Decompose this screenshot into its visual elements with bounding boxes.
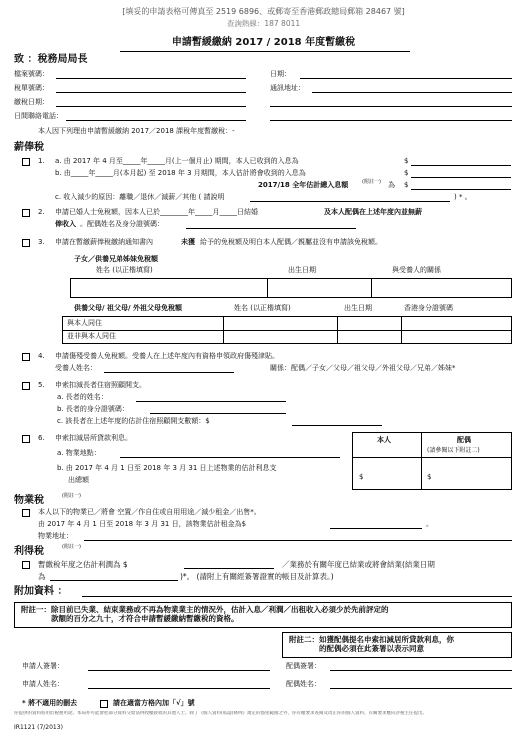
page-title: 申請暫緩繳納 2017 / 2018 年度暫繳稅 <box>171 37 356 48</box>
applicant-signature-label: 申請人簽署： <box>22 662 64 670</box>
addressee: 致 ：稅務局局長 <box>14 54 88 65</box>
salaries-tax-heading: 薪俸稅 <box>14 142 44 153</box>
item3-text-a: 申請在暫繳薪俸稅繳納通知書內 <box>55 238 153 246</box>
interest-self-header: 本人 <box>377 436 391 444</box>
contact-field[interactable] <box>66 120 246 121</box>
tax-ref-field[interactable] <box>56 92 246 93</box>
item1-number: 1. <box>38 157 45 165</box>
item1-total-note: (附註一) <box>362 179 381 185</box>
item1b-amount[interactable] <box>411 177 511 178</box>
child-col-name: 姓名 (以正楷填寫) <box>96 266 153 274</box>
property-text-2: 由 2017 年 4 月 1 日至 2018 年 3 月 31 日，該物業估計租金為$ <box>38 520 247 528</box>
child-allowance-title: 子女／供養兄弟姊妹免稅額 <box>74 255 158 263</box>
item5-number: 5. <box>38 381 45 389</box>
spouse-signature-label: 配偶簽署： <box>286 662 321 670</box>
parent-col-name: 姓名 (以正楷填寫) <box>234 304 291 312</box>
item6a-field[interactable] <box>120 457 340 458</box>
profits-cessation-field[interactable] <box>50 580 178 581</box>
legend-checkbox <box>100 700 108 708</box>
item5b-field[interactable] <box>150 413 286 414</box>
interest-spouse-note: (請參閱以下附註二) <box>427 447 480 454</box>
parent-allowance-title: 供養父母/ 祖父母/ 外祖父母免稅額 <box>74 304 182 312</box>
item1b-text: b. 由_____年_____月(本月起) 至 2018 年 3 月期間，本人估計將會收到的入息為 <box>55 169 306 177</box>
profits-checkbox[interactable] <box>22 561 30 569</box>
legend-tick: 請在適當方格內加「√」號 <box>113 699 195 707</box>
item1c-reason-field[interactable] <box>250 201 450 202</box>
item4-checkbox[interactable] <box>22 353 30 361</box>
item3-text-c: 給予的免稅額及明白本人配偶／親屬並沒有申請該免稅額。 <box>200 238 382 246</box>
item5c-label: c. 該長者在上述年度的估計住宿照顧開支數額：$ <box>57 417 210 425</box>
item4-dependant-field[interactable] <box>104 372 234 373</box>
spouse-name-field[interactable] <box>330 688 512 689</box>
due-date-field[interactable] <box>56 106 246 107</box>
item4-relation: 關係：配偶／子女／父母／祖父母／外祖父母／兄弟／姊妹* <box>270 364 456 372</box>
note2-line2: 的配偶必須在此簽署以表示同意 <box>319 644 424 654</box>
profits-tax-heading: 利得稅 <box>14 546 44 557</box>
contact-label: 日間聯絡電話： <box>14 112 63 120</box>
item2-text-1b: 及本人配偶在上述年度內並無薪 <box>324 208 422 216</box>
title-underline <box>120 51 410 52</box>
interest-spouse-header: 配偶 <box>457 436 471 444</box>
property-address-label: 物業地址： <box>38 532 73 540</box>
property-address-field[interactable] <box>84 540 512 541</box>
child-table <box>70 278 512 298</box>
item3-text-b: 未獲 <box>181 238 195 246</box>
item6a-label: a. 物業地點： <box>57 449 101 457</box>
item6-checkbox[interactable] <box>22 435 30 443</box>
child-table-divider <box>267 279 268 297</box>
item1b-dollar: $ <box>404 169 409 177</box>
item4-number: 4. <box>38 352 45 360</box>
item2-text-1a: 申請已婚人士免稅額，因本人已於________年_____月_____日結婚 <box>55 208 258 216</box>
profits-text-1b: ／業務於有關年度已結業或將會結業(結業日期 <box>282 560 435 569</box>
item1-total-suffix: 為 <box>388 181 395 189</box>
property-text-1: 本人以下的物業已／將會 空置／作自住或自用用途／減少租金／出售*。 <box>38 508 261 516</box>
parent-col-dob: 出生日期 <box>344 304 372 312</box>
additional-info-heading: 附加資料 ： <box>14 586 68 597</box>
item4-text-1: 申請傷殘受養人免稅額。受養人在上述年度內有資格申領政府傷殘津貼。 <box>55 352 279 360</box>
interest-table-divider <box>421 433 422 489</box>
profits-amount-field[interactable] <box>184 568 274 569</box>
profits-tax-note: (附註一) <box>62 544 81 550</box>
item1a-text: a. 由 2017 年 4 月至_____年_____月(上一個月止) 期間，本人已收到的入息為 <box>55 157 299 165</box>
item6-interest-table <box>352 432 512 490</box>
form-number: IR1121 (7/2013) <box>14 724 63 731</box>
header-submission-info: [填妥的申請表格可傳真至 2519 6896、或郵寄至香港郵政總局郵箱 28467 號] <box>122 7 405 16</box>
additional-info-field[interactable] <box>82 596 512 597</box>
item1a-amount[interactable] <box>411 165 511 166</box>
tax-ref-label: 稅單號碼： <box>14 84 49 92</box>
applicant-signature-field[interactable] <box>88 670 270 671</box>
note2-box <box>282 632 512 658</box>
interest-self-dollar: $ <box>359 473 364 481</box>
interest-table-row-divider <box>353 457 511 458</box>
property-rent-field[interactable] <box>330 528 422 529</box>
parent-col-id: 香港身分證號碼 <box>404 304 453 312</box>
parent-table-divider <box>401 317 402 343</box>
address-field-line2[interactable] <box>270 106 512 107</box>
item3-number: 3. <box>38 238 45 246</box>
item4-dependant-label: 受養人姓名： <box>55 364 97 372</box>
child-col-dob: 出生日期 <box>288 266 316 274</box>
item2-text-2a: 俸收入 <box>55 220 76 228</box>
applicant-name-field[interactable] <box>88 688 270 689</box>
item2-checkbox[interactable] <box>22 209 30 217</box>
item5a-field[interactable] <box>136 401 286 402</box>
note2-line1: 附註二：如獲配偶提名申索扣減居所貸款利息，你 <box>289 635 454 644</box>
item6-text: 申索扣減居所貸款利息。 <box>55 434 132 442</box>
file-no-label: 檔案號碼： <box>14 70 49 78</box>
item6b-line2: 出總額 <box>68 476 89 484</box>
address-label: 通訊地址： <box>270 84 305 92</box>
item1a-dollar: $ <box>404 157 409 165</box>
header-hotline: 查詢熱線：187 8011 <box>226 19 301 28</box>
parent-row-living-with: 與本人同住 <box>67 319 102 327</box>
address-field-line3[interactable] <box>270 120 512 121</box>
item6b-line1: b. 由 2017 年 4 月 1 日至 2018 年 3 月 31 日上述物業的估計利息支 <box>57 464 277 472</box>
parent-table-divider <box>223 317 224 343</box>
item1c-end: ) * 。 <box>454 193 472 201</box>
note1-line1: 附註一：除目前已失業、結束業務或不再為物業業主的情況外，估計入息／利潤／出租收入必須少於先前評定的 <box>21 605 389 614</box>
property-text-2-end: 。 <box>426 520 433 528</box>
item2-number: 2. <box>38 208 45 216</box>
intro-text: 本人因下列理由申請暫緩繳納 2017／2018 課稅年度暫繳稅：- <box>38 127 235 135</box>
item1c-text: c. 收入減少的原因：離職／退休／減薪／其他 ( 請說明 <box>55 193 225 201</box>
item2-spouse-field[interactable] <box>186 228 356 229</box>
file-no-field[interactable] <box>56 78 246 79</box>
item6-number: 6. <box>38 434 45 442</box>
child-table-divider <box>371 279 372 297</box>
due-date-label: 繳稅日期： <box>14 98 49 106</box>
property-tax-heading: 物業稅 <box>14 495 44 506</box>
item1-checkbox[interactable] <box>22 158 30 166</box>
property-tax-note: (附註一) <box>62 493 81 499</box>
profits-text-2b: )*。 (請附上有關經簽署證實的帳目及計算表。) <box>180 572 334 581</box>
property-checkbox[interactable] <box>22 509 30 517</box>
item5-text: 申索扣減長者住宿照顧開支。 <box>55 381 146 389</box>
item5c-field[interactable] <box>292 425 382 426</box>
item3-checkbox[interactable] <box>22 239 30 247</box>
note1-line2: 款額的百分之九十，才符合申請暫緩繳納暫繳稅的資格。 <box>51 614 239 624</box>
child-col-relation: 與受養人的關係 <box>392 266 441 274</box>
date-label: 日期： <box>270 70 291 78</box>
date-field[interactable] <box>300 78 512 79</box>
privacy-statement: 你提供的資料將用於稅務用途。本局亦可能會把部分資料交給法例授權接收的其他人士。除了《個人資料(私隱)條例》規定的豁免範圍之外，你有權要求查閱及改正你的個人資料。有關要求應向評稅主任提出。 <box>14 711 428 716</box>
item5-checkbox[interactable] <box>22 382 30 390</box>
applicant-name-label: 申請人姓名： <box>22 680 64 688</box>
legend-delete: * 將不適用的刪去 <box>22 699 78 707</box>
interest-spouse-dollar: $ <box>427 473 432 481</box>
profits-text-1a: 暫繳稅年度之估計利潤為 $ <box>38 560 128 569</box>
item2-text-2b: 。配偶姓名及身分證號碼： <box>80 220 164 228</box>
parent-table-divider <box>337 317 338 343</box>
spouse-name-label: 配偶姓名： <box>286 680 321 688</box>
item1-total-dollar: $ <box>404 181 409 189</box>
profits-text-2a: 為 <box>38 572 46 581</box>
item5a-label: a. 長者的姓名： <box>57 393 108 401</box>
note1-box <box>14 602 512 628</box>
parent-table <box>62 316 512 344</box>
item5b-label: b. 長者的身分證號碼： <box>57 405 129 413</box>
item1-total-label: 2017/18 全年估計總入息額 <box>258 181 349 189</box>
item1-total-amount[interactable] <box>411 189 511 190</box>
address-field[interactable] <box>312 92 512 93</box>
spouse-signature-field[interactable] <box>330 670 512 671</box>
parent-row-not-living-with: 並非與本人同住 <box>67 332 116 340</box>
parent-table-row-divider <box>63 330 511 331</box>
